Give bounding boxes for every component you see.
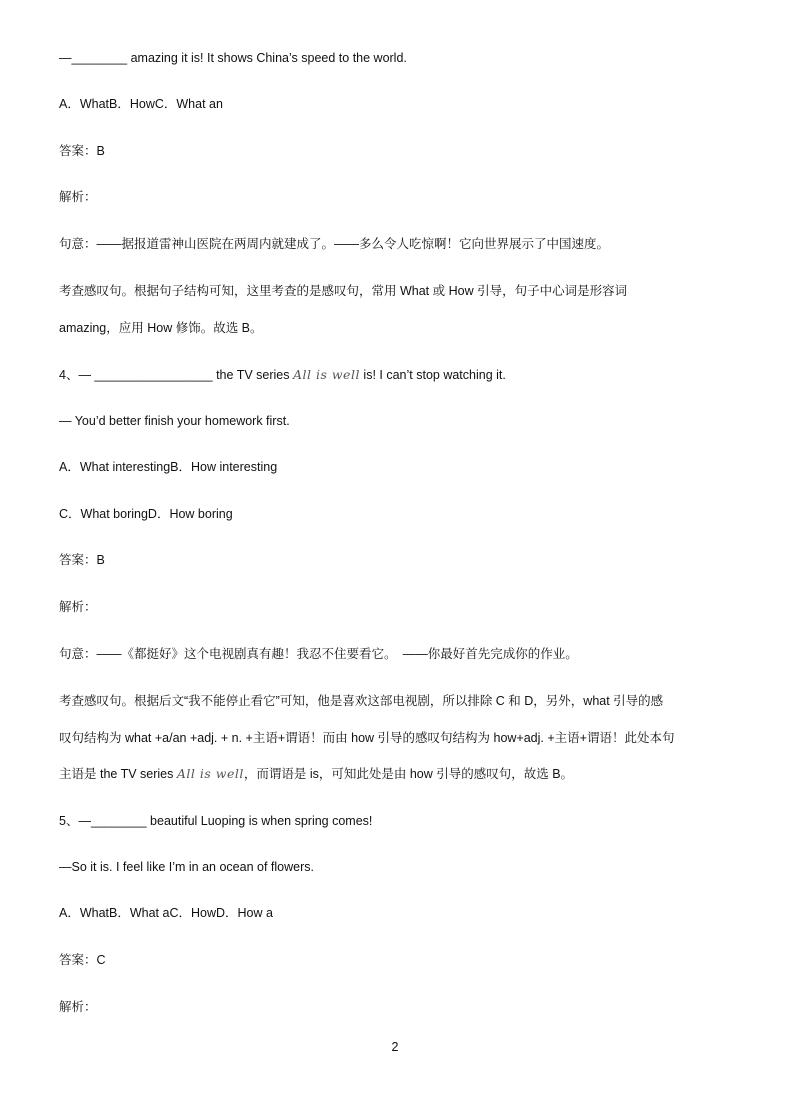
q5-analysis-label: 解析： [59,1000,97,1014]
q5-options: A．WhatB．What aC．HowD．How a [59,906,273,920]
q4-meaning: 句意：——《都挺好》这个电视剧真有趣！我忍不住要看它。 ——你最好首先完成你的作业。 [59,647,578,661]
q4-reply: — You’d better finish your homework first. [59,414,290,428]
q4-stem-title: All is well [292,367,360,382]
q4-explanation-title: All is well [176,766,244,781]
q4-explanation-line-2: 叹句结构为 what +a/an +adj. + n. +主语+谓语！而由 how 引导的感叹句结构为 how+adj. +主语+谓语！此处本句 [59,731,675,745]
q4-stem-start: 4、— _________________ the TV series [59,368,293,382]
q4-analysis-label: 解析： [59,600,97,614]
q4-options-line-1: A．What interestingB．How interesting [59,460,278,474]
q4-stem [59,367,750,383]
q5-reply: —So it is. I feel like I’m in an ocean of flowers. [59,860,314,874]
q5-stem: 5、—________ beautiful Luoping is when spring comes! [59,814,373,828]
page-number: 2 [391,1040,399,1054]
q4-answer: 答案：B [59,553,105,567]
q3-explanation-line-2: amazing，应用 How 修饰。故选 B。 [59,321,263,335]
q4-explanation-line-1: 考查感叹句。根据后文“我不能停止看它”可知，他是喜欢这部电视剧，所以排除 C 和 D，另外，what 引导的感 [59,694,664,708]
q4-explanation-line-3-end: ，而谓语是 is，可知此处是由 how 引导的感叹句，故选 B。 [243,767,574,781]
q4-explanation-line-3-start: 主语是 the TV series [59,767,177,781]
q3-answer: 答案：B [59,144,105,158]
q4-explanation-line-3 [59,766,750,782]
q3-meaning: 句意：——据报道雷神山医院在两周内就建成了。——多么令人吃惊啊！它向世界展示了中国速度。 [59,237,610,251]
q3-options: A．WhatB．HowC．What an [59,97,223,111]
q3-explanation-line-1: 考查感叹句。根据句子结构可知，这里考查的是感叹句，常用 What 或 How 引导，句子中心词是形容词 [59,284,628,298]
q3-analysis-label: 解析： [59,190,97,204]
q4-options-line-2: C．What boringD．How boring [59,507,233,521]
q4-stem-end: is! I can’t stop watching it. [359,368,506,382]
q3-stem: —________ amazing it is! It shows China’s speed to the world. [59,51,407,65]
q5-answer: 答案：C [59,953,106,967]
